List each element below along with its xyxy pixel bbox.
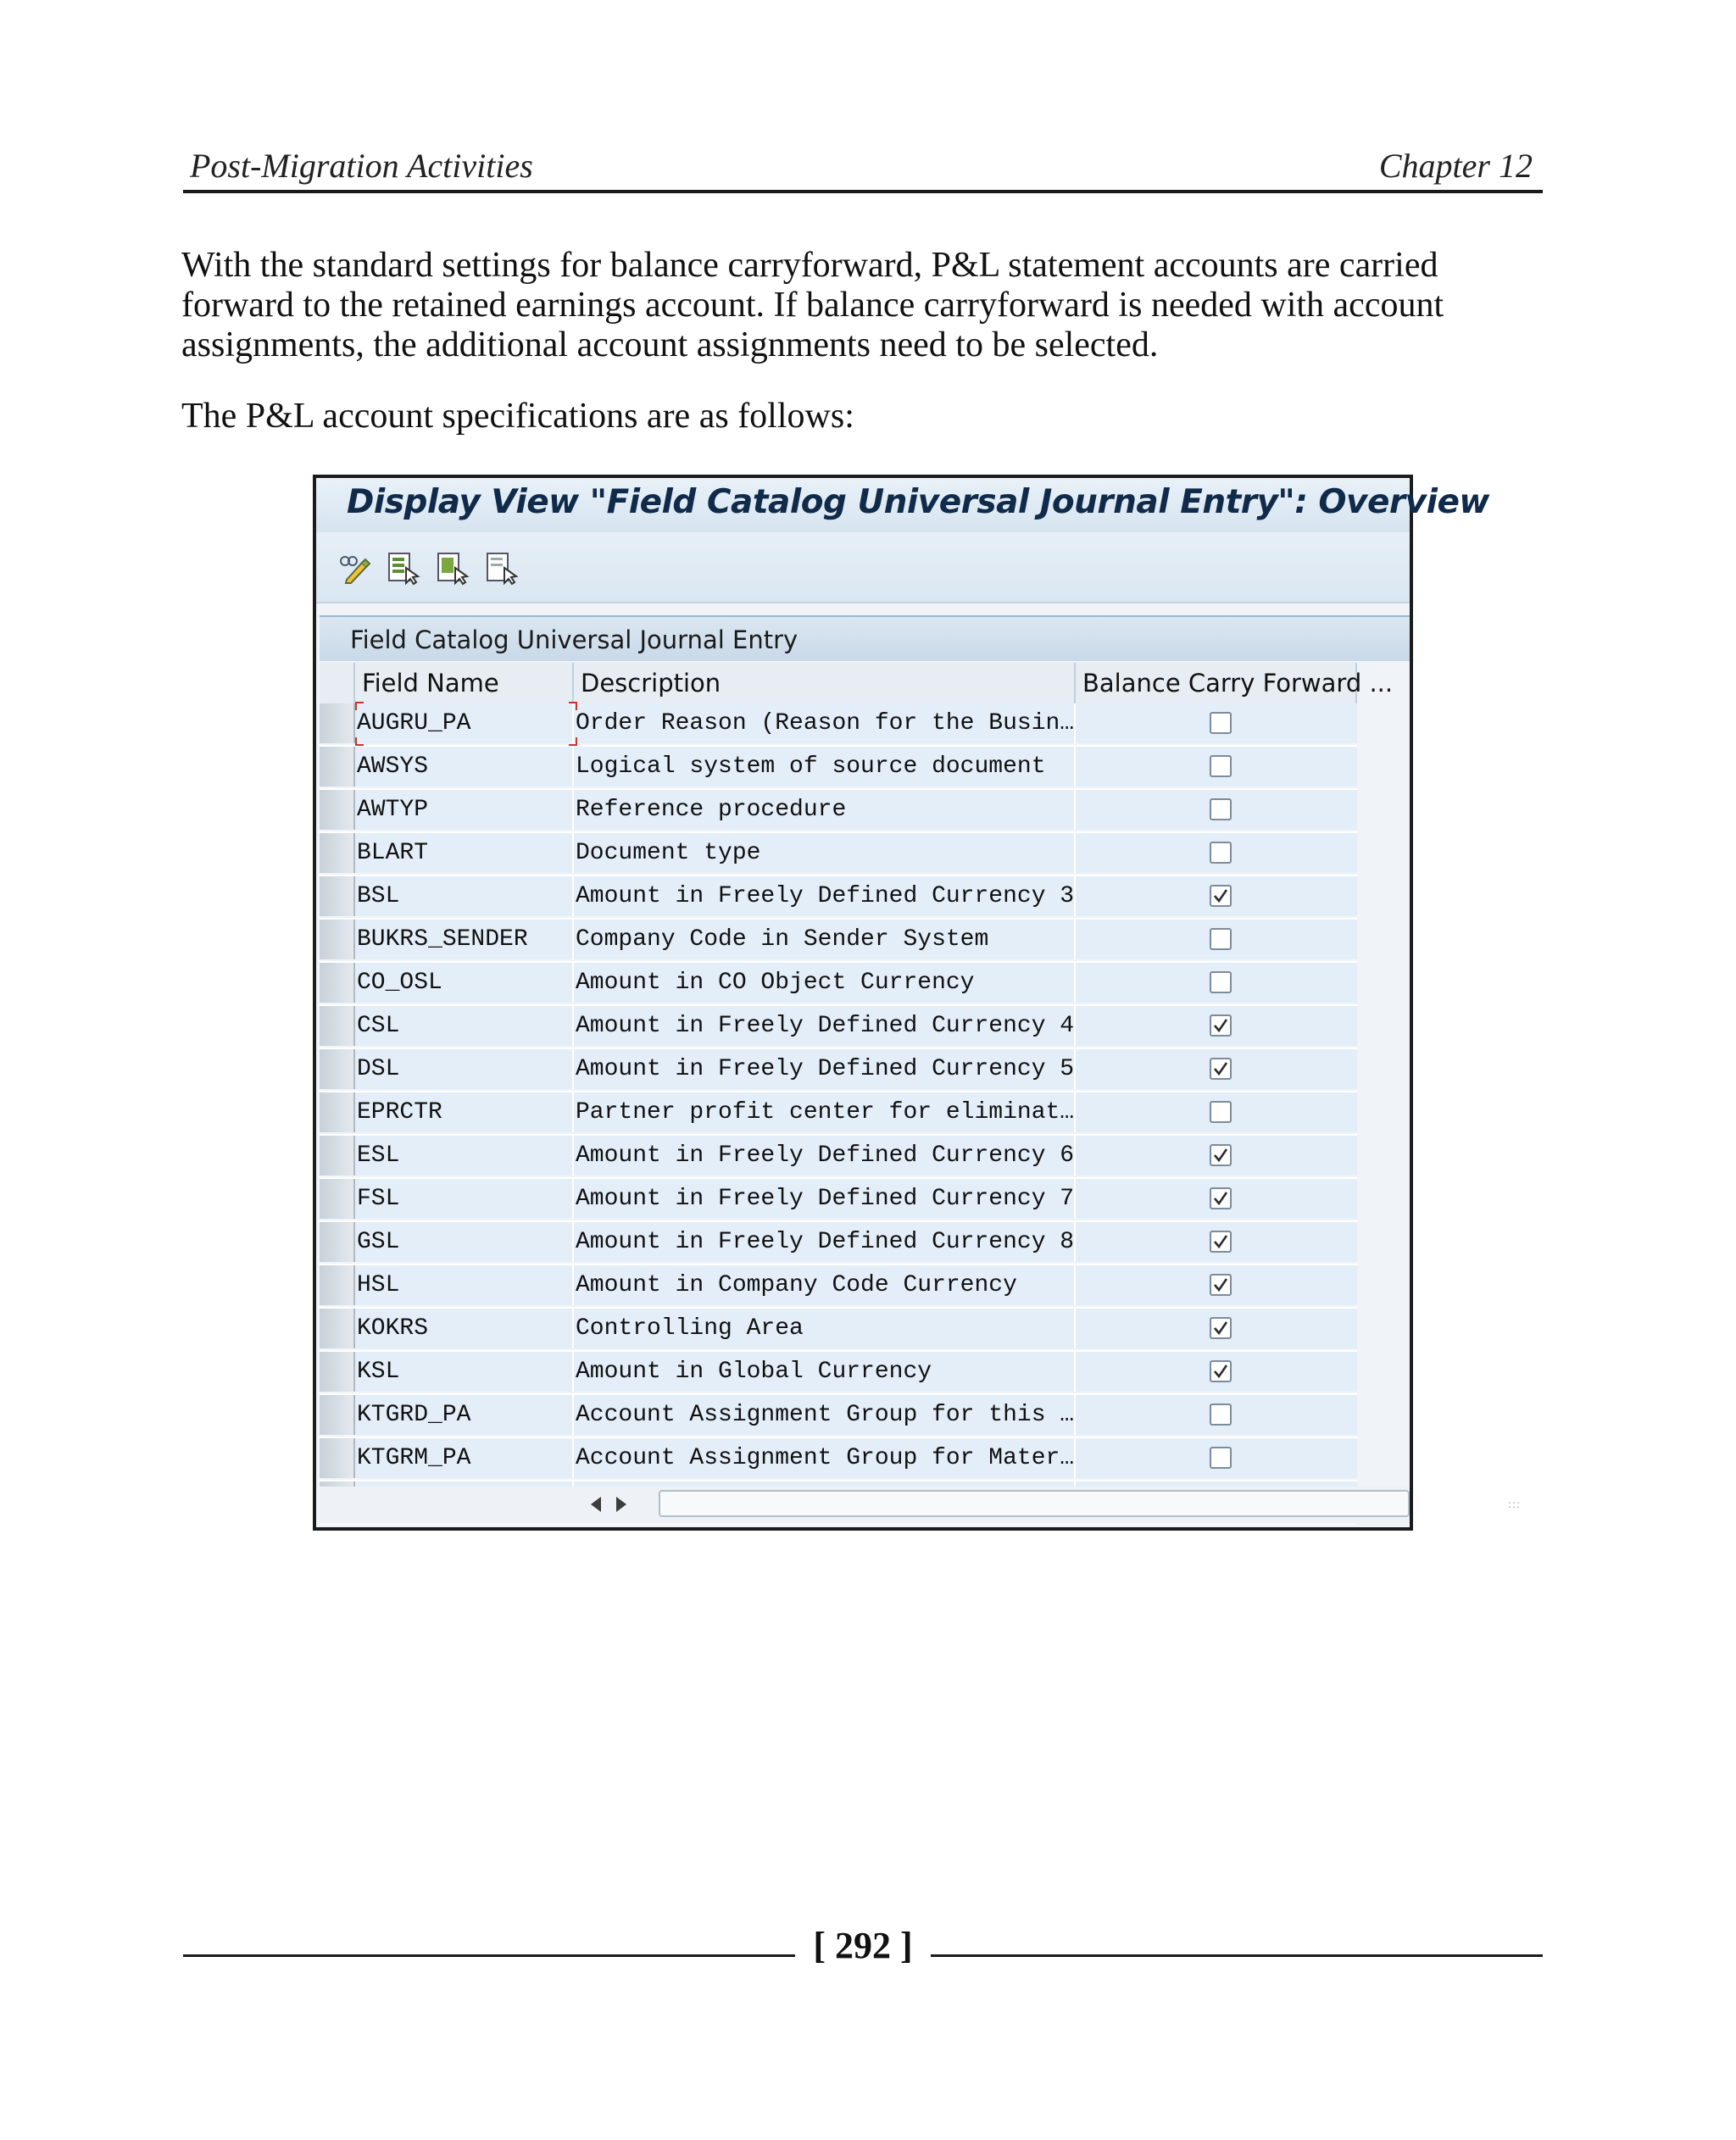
checkmark-icon	[1212, 1276, 1229, 1293]
checked-checkbox[interactable]	[1210, 1014, 1232, 1037]
details-icon[interactable]	[386, 551, 420, 585]
table-row[interactable]	[320, 790, 1357, 833]
lead-in-paragraph: The P&L account specifications are as follows:	[181, 397, 854, 436]
page-header	[183, 142, 1543, 193]
focus-marker	[355, 737, 364, 746]
running-title: Post-Migration Activities	[190, 147, 533, 185]
checked-checkbox[interactable]	[1210, 1274, 1232, 1296]
table-title-bar	[320, 615, 1410, 661]
balance-carry-forward-cell	[1076, 1395, 1357, 1435]
row-selector[interactable]	[320, 833, 355, 873]
sap-screenshot	[313, 475, 1522, 1531]
description-cell: Amount in Freely Defined Currency 4	[574, 1006, 1076, 1046]
chapter-label: Chapter 12	[1378, 147, 1533, 185]
application-toolbar	[316, 532, 1410, 603]
balance-carry-forward-cell	[1076, 1309, 1357, 1348]
description-cell: Document type	[574, 833, 1076, 873]
table-body	[320, 703, 1357, 1525]
column-header-balance-carry-forward[interactable]: Balance Carry Forward ...	[1076, 663, 1357, 703]
screen-title: Display View "Field Catalog Universal Journal Entry": Overview	[347, 483, 1489, 521]
field-name-cell[interactable]: GSL	[355, 1222, 574, 1262]
description-cell: Amount in Freely Defined Currency 8	[574, 1222, 1076, 1262]
unchecked-checkbox[interactable]	[1210, 842, 1232, 864]
table-row[interactable]	[320, 1438, 1357, 1481]
description-cell: Logical system of source document	[574, 747, 1076, 787]
field-name-cell[interactable]: AUGRU_PA	[355, 703, 574, 743]
checked-checkbox[interactable]	[1210, 1317, 1232, 1339]
row-selector[interactable]	[320, 747, 355, 787]
balance-carry-forward-cell	[1076, 876, 1357, 916]
previous-entry-icon[interactable]	[435, 551, 469, 585]
table-row[interactable]	[320, 1136, 1357, 1179]
row-selector[interactable]	[320, 1222, 355, 1262]
unchecked-checkbox[interactable]	[1210, 798, 1232, 820]
unchecked-checkbox[interactable]	[1210, 1101, 1232, 1123]
field-catalog-table	[320, 663, 1394, 1525]
field-name-cell[interactable]: DSL	[355, 1049, 574, 1089]
row-selector[interactable]	[320, 703, 355, 743]
focus-marker	[569, 737, 577, 746]
table-row[interactable]	[320, 1265, 1357, 1309]
balance-carry-forward-cell	[1076, 833, 1357, 873]
field-name-cell[interactable]: BSL	[355, 876, 574, 916]
field-name-cell[interactable]: KSL	[355, 1352, 574, 1392]
description-cell: Account Assignment Group for Mater…	[574, 1438, 1076, 1478]
header-rule	[183, 190, 1543, 193]
balance-carry-forward-cell	[1076, 1136, 1357, 1176]
field-name-cell[interactable]: FSL	[355, 1179, 574, 1219]
next-entry-icon[interactable]	[484, 551, 518, 585]
balance-carry-forward-cell	[1076, 1179, 1357, 1219]
description-cell: Account Assignment Group for this …	[574, 1395, 1076, 1435]
description-cell: Amount in Global Currency	[574, 1352, 1076, 1392]
scroll-right-arrow-icon[interactable]	[616, 1497, 626, 1512]
row-selector[interactable]	[320, 1136, 355, 1176]
row-selector[interactable]	[320, 963, 355, 1003]
column-header-field-name[interactable]: Field Name	[355, 663, 574, 703]
row-selector[interactable]	[320, 1438, 355, 1478]
balance-carry-forward-cell	[1076, 1092, 1357, 1132]
checkmark-icon	[1212, 1147, 1229, 1164]
unchecked-checkbox[interactable]	[1210, 755, 1232, 777]
table-row[interactable]	[320, 963, 1357, 1006]
checkmark-icon	[1212, 887, 1229, 904]
table-row[interactable]	[320, 1222, 1357, 1265]
field-name-cell[interactable]: KTGRD_PA	[355, 1395, 574, 1435]
scroll-track[interactable]	[659, 1490, 1522, 1517]
checkmark-icon	[1212, 1190, 1229, 1207]
scroll-grip-icon[interactable]: :::	[1508, 1498, 1522, 1510]
table-row[interactable]	[320, 876, 1357, 920]
balance-carry-forward-cell	[1076, 1049, 1357, 1089]
description-cell: Amount in Company Code Currency	[574, 1265, 1076, 1305]
table-row[interactable]	[320, 1092, 1357, 1136]
table-row[interactable]	[320, 833, 1357, 876]
row-selector[interactable]	[320, 1092, 355, 1132]
table-row[interactable]	[320, 1179, 1357, 1222]
checkmark-icon	[1212, 1017, 1229, 1034]
balance-carry-forward-cell	[1076, 703, 1357, 743]
balance-carry-forward-cell	[1076, 1265, 1357, 1305]
balance-carry-forward-cell	[1076, 747, 1357, 787]
table-row[interactable]	[320, 1352, 1357, 1395]
balance-carry-forward-cell	[1076, 1438, 1357, 1478]
checked-checkbox[interactable]	[1210, 1144, 1232, 1166]
row-selector[interactable]	[320, 1265, 355, 1305]
unchecked-checkbox[interactable]	[1210, 971, 1232, 993]
balance-carry-forward-cell	[1076, 920, 1357, 959]
checked-checkbox[interactable]	[1210, 1058, 1232, 1080]
field-name-cell[interactable]: ESL	[355, 1136, 574, 1176]
row-selector[interactable]	[320, 790, 355, 830]
table-row[interactable]	[320, 703, 1357, 747]
select-all-column[interactable]	[320, 663, 355, 703]
balance-carry-forward-cell	[1076, 1222, 1357, 1262]
row-selector[interactable]	[320, 920, 355, 959]
row-selector[interactable]	[320, 1352, 355, 1392]
field-name-cell[interactable]: BLART	[355, 833, 574, 873]
table-row[interactable]	[320, 1395, 1357, 1438]
unchecked-checkbox[interactable]	[1210, 712, 1232, 734]
checkmark-icon	[1212, 1363, 1229, 1380]
balance-carry-forward-cell	[1076, 1006, 1357, 1046]
description-cell: Amount in Freely Defined Currency 3	[574, 876, 1076, 916]
checkmark-icon	[1212, 1233, 1229, 1250]
balance-carry-forward-cell	[1076, 1352, 1357, 1392]
field-name-cell[interactable]: HSL	[355, 1265, 574, 1305]
checked-checkbox[interactable]	[1210, 1231, 1232, 1253]
balance-carry-forward-cell	[1076, 963, 1357, 1003]
field-name-cell[interactable]: AWTYP	[355, 790, 574, 830]
focus-marker	[355, 702, 364, 710]
row-selector[interactable]	[320, 876, 355, 916]
intro-paragraph: With the standard settings for balance carryforward, P&L statement accounts are carried forward to the retained earnings account. If balance carryforward is needed with account assignments, the additional account assignments need to be selected.	[181, 246, 1444, 364]
table-row[interactable]	[320, 1049, 1357, 1092]
description-cell: Controlling Area	[574, 1309, 1076, 1348]
screen-title-bar	[316, 478, 1489, 532]
checkmark-icon	[1212, 1060, 1229, 1077]
table-title: Field Catalog Universal Journal Entry	[350, 625, 798, 654]
table-header	[320, 663, 1394, 703]
field-name-cell[interactable]: CO_OSL	[355, 963, 574, 1003]
page-footer	[183, 1924, 1543, 1975]
description-cell: Order Reason (Reason for the Busin…	[574, 703, 1076, 743]
row-selector[interactable]	[320, 1179, 355, 1219]
row-selector[interactable]	[320, 1049, 355, 1089]
row-selector[interactable]	[320, 1006, 355, 1046]
footer-rule-right	[931, 1954, 1543, 1957]
checked-checkbox[interactable]	[1210, 1360, 1232, 1382]
description-cell: Amount in Freely Defined Currency 5	[574, 1049, 1076, 1089]
row-selector[interactable]	[320, 1309, 355, 1348]
table-row[interactable]	[320, 1309, 1357, 1352]
description-cell: Reference procedure	[574, 790, 1076, 830]
field-name-cell[interactable]: KTGRM_PA	[355, 1438, 574, 1478]
scroll-left-arrow-icon[interactable]	[591, 1497, 601, 1512]
field-name-cell[interactable]: CSL	[355, 1006, 574, 1046]
description-cell: Amount in Freely Defined Currency 6	[574, 1136, 1076, 1176]
table-row[interactable]	[320, 747, 1357, 790]
field-name-cell[interactable]: AWSYS	[355, 747, 574, 787]
focus-marker	[569, 702, 577, 710]
description-cell: Amount in Freely Defined Currency 7	[574, 1179, 1076, 1219]
checked-checkbox[interactable]	[1210, 885, 1232, 907]
description-cell: Partner profit center for eliminat…	[574, 1092, 1076, 1132]
unchecked-checkbox[interactable]	[1210, 1447, 1232, 1469]
table-row[interactable]	[320, 920, 1357, 963]
page-number: [ 292 ]	[813, 1925, 913, 1966]
description-cell: Company Code in Sender System	[574, 920, 1076, 959]
checkmark-icon	[1212, 1320, 1229, 1337]
checked-checkbox[interactable]	[1210, 1187, 1232, 1209]
balance-carry-forward-cell	[1076, 790, 1357, 830]
column-header-description[interactable]: Description	[574, 663, 1076, 703]
row-selector[interactable]	[320, 1395, 355, 1435]
field-name-cell[interactable]: KOKRS	[355, 1309, 574, 1348]
table-row[interactable]	[320, 1006, 1357, 1049]
field-name-cell[interactable]: EPRCTR	[355, 1092, 574, 1132]
field-name-cell[interactable]: BUKRS_SENDER	[355, 920, 574, 959]
unchecked-checkbox[interactable]	[1210, 928, 1232, 950]
horizontal-scrollbar[interactable]	[320, 1487, 1522, 1524]
description-cell: Amount in CO Object Currency	[574, 963, 1076, 1003]
display-change-icon[interactable]	[337, 551, 370, 585]
unchecked-checkbox[interactable]	[1210, 1404, 1232, 1426]
